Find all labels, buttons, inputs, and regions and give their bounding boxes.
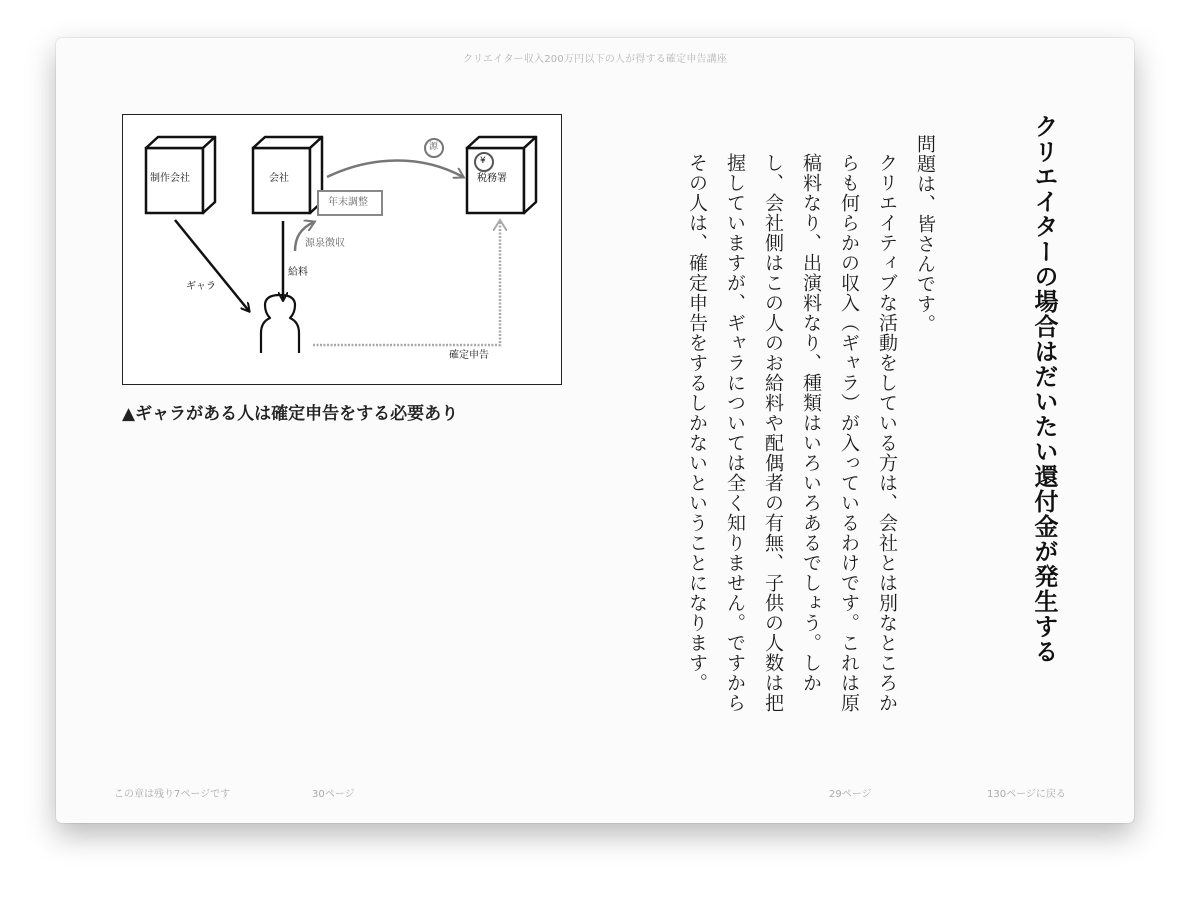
- person-icon: [261, 295, 299, 353]
- salary-label: 給料: [288, 267, 308, 278]
- company-label: 会社: [269, 173, 289, 184]
- back-to-page-link[interactable]: 130ページに戻る: [987, 789, 1066, 800]
- guarantee-arrow: [175, 220, 249, 311]
- tax-office-label: 税務署: [477, 173, 507, 184]
- withholding-badge-label: 源: [429, 142, 439, 152]
- body-paragraph-1: 問題は、皆さんです。: [914, 134, 936, 334]
- production-company-label: 制作会社: [150, 173, 190, 184]
- yen-badge-label: ¥: [480, 156, 486, 166]
- chapter-remaining: この章は残り7ページです: [114, 789, 231, 800]
- tax-return-label: 確定申告: [449, 350, 489, 361]
- book-spread: [56, 38, 1134, 823]
- tax-flow-diagram: [122, 114, 562, 385]
- guarantee-label: ギャラ: [186, 281, 216, 292]
- right-page-number: 29ページ: [829, 789, 872, 800]
- running-head: クリエイター収入200万円以下の人が得する確定申告講座: [462, 54, 728, 65]
- withholding-label: 源泉徴収: [305, 238, 345, 249]
- diagram-canvas: [123, 115, 561, 384]
- chapter-title: クリエイターの場合はだいたい還付金が発生する: [1030, 114, 1059, 664]
- figure-caption: ▲ギャラがある人は確定申告をする必要あり: [122, 404, 459, 424]
- body-paragraph-2: クリエイティブな活動をしている方は、会社とは別なところからも何らかの収入（ギャラ）が入っているわけです。これは原稿料なり、出演料なり、種類はいろいろあるでしょう。しかし、会社側はこの人のお給料や配偶者の有無、子供の人数は把握していますが、ギャラについては全く知りません。ですからその人は、確定申告をするしかないということになります。: [686, 153, 898, 713]
- company-to-tax-office-arrow: [327, 161, 463, 178]
- year-end-adjustment-label: 年末調整: [328, 197, 368, 208]
- left-page-number: 30ページ: [312, 789, 355, 800]
- body-text: [678, 134, 944, 724]
